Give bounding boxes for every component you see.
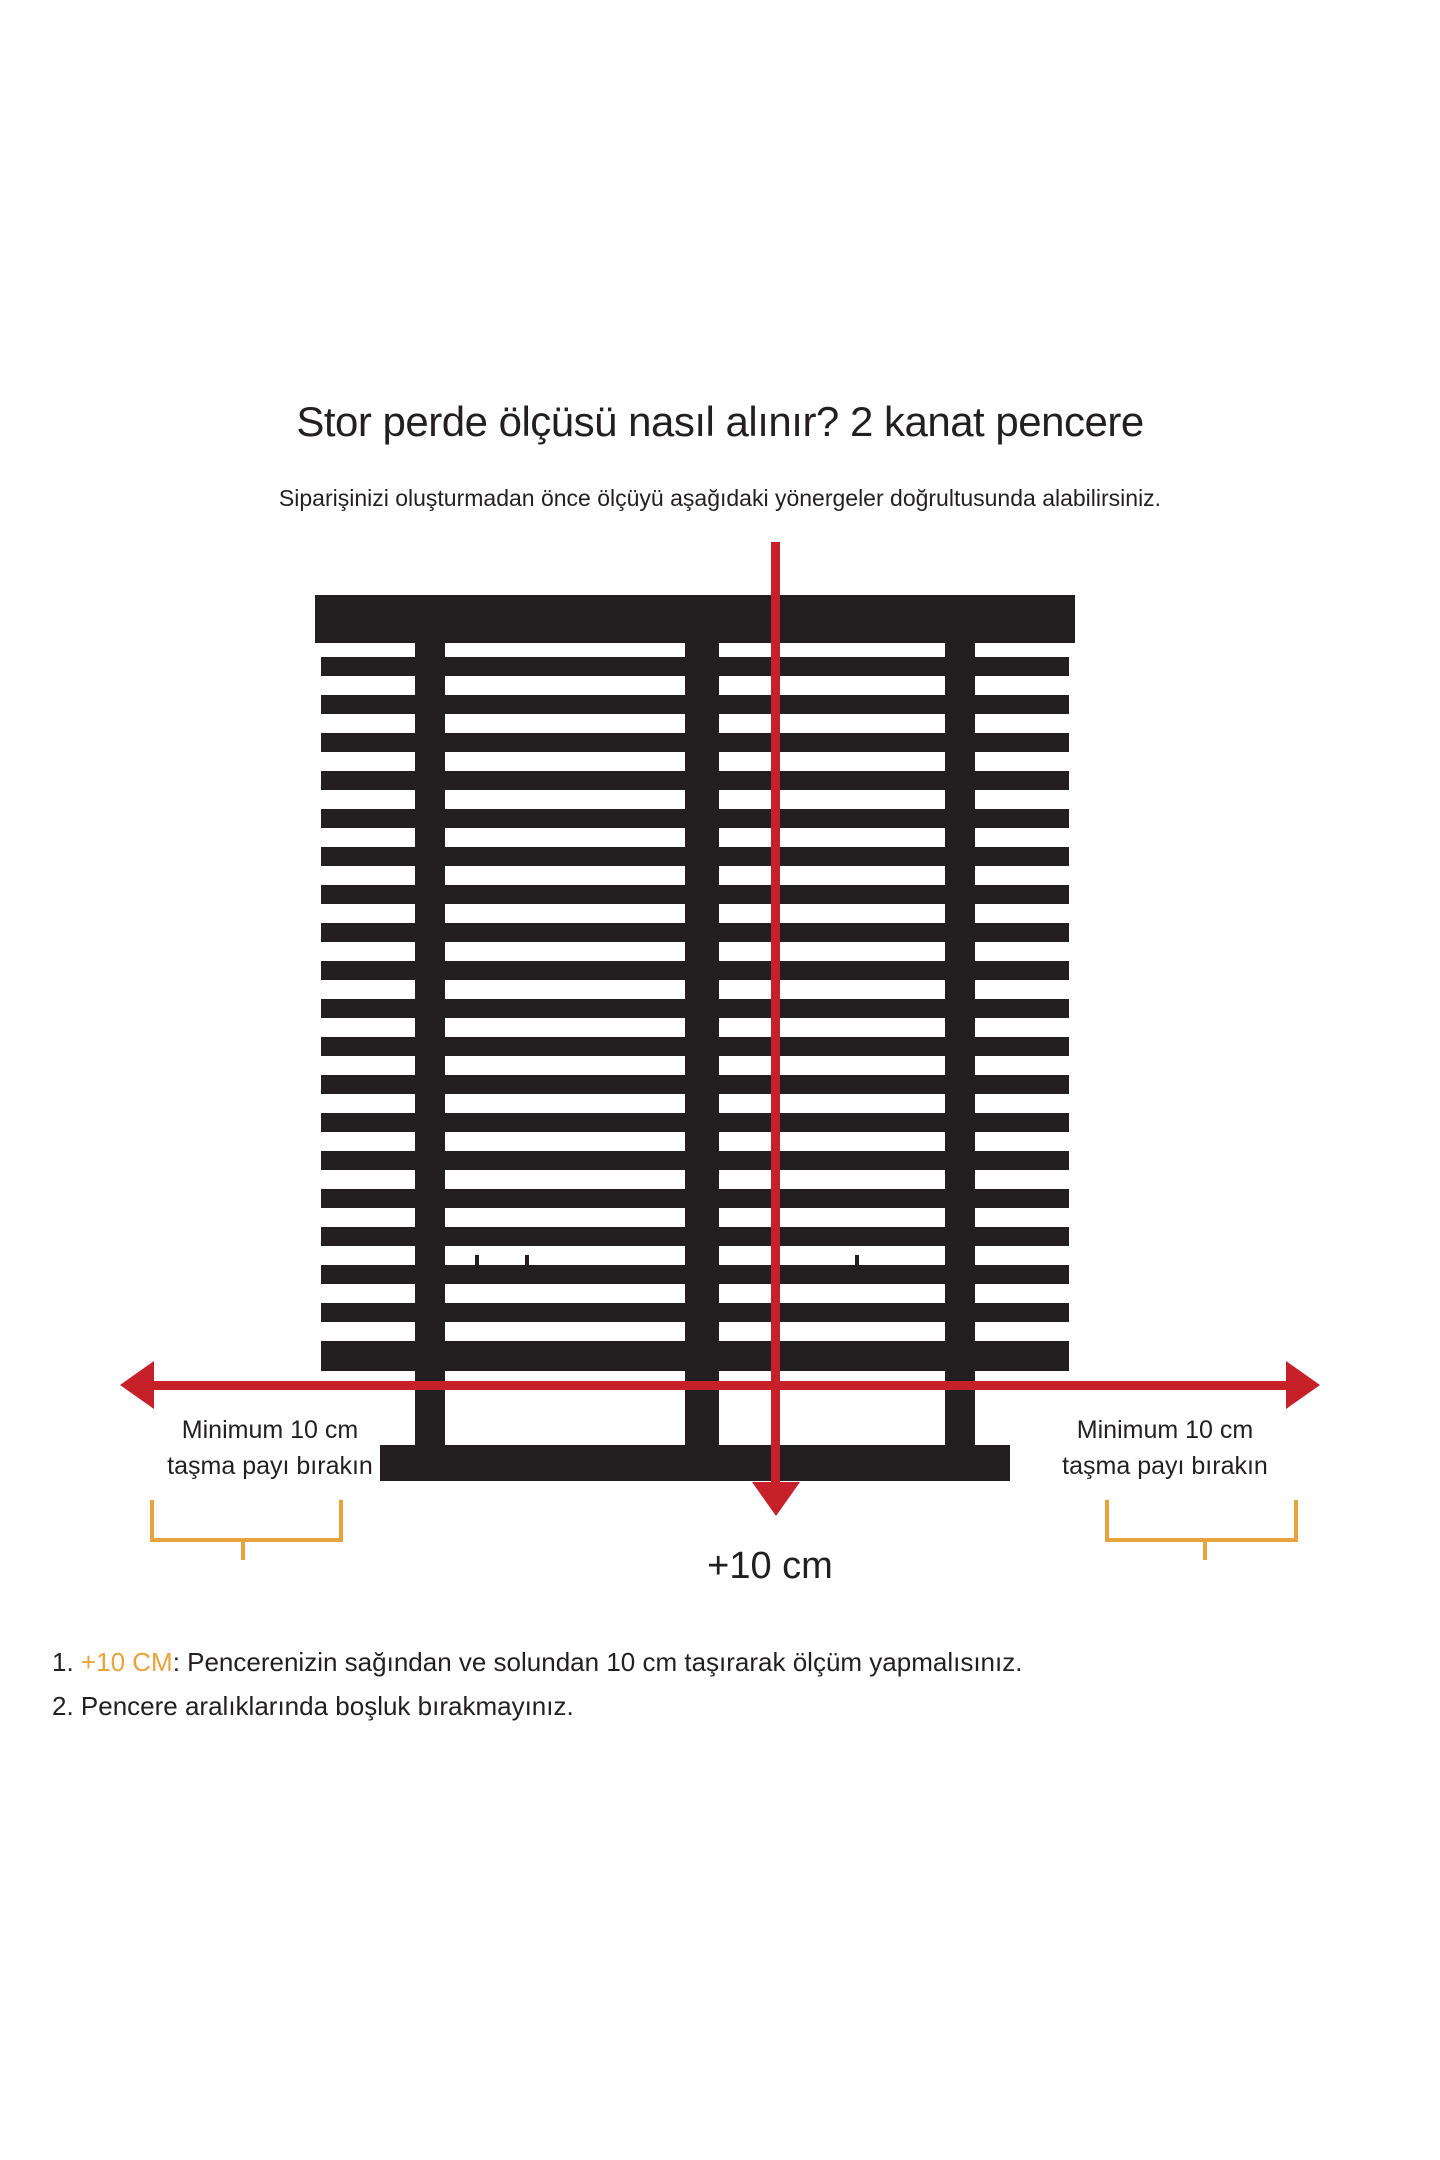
blind-cord [475,1255,479,1281]
blind-slat [321,961,1069,980]
blind-headrail [315,595,1075,643]
instruction-notes [52,1640,1402,1728]
left-overhang-label [130,1412,410,1484]
blind-slat [321,1037,1069,1056]
blind-slat [321,771,1069,790]
note-item-1 [52,1640,1402,1684]
blind-slat [321,1075,1069,1094]
blind-slat [321,885,1069,904]
left-overhang-label-line2: taşma payı bırakın [167,1452,373,1480]
blind-slat [321,923,1069,942]
left-overhang-bracket [150,1500,343,1542]
blind-slat [321,1113,1069,1132]
measurement-diagram [120,570,1320,1600]
blind-slat [321,1189,1069,1208]
width-arrow-right-head [1286,1361,1320,1409]
blind-slat [321,1227,1069,1246]
right-overhang-label-line2: taşma payı bırakın [1062,1452,1268,1480]
blind-slat [321,847,1069,866]
blind-slat [321,695,1069,714]
blind-slat [321,657,1069,676]
right-overhang-label [1015,1412,1315,1484]
note-1-text: : Pencerenizin sağından ve solundan 10 cm taşırarak ölçüm yapmalısınız. [172,1647,1023,1677]
bottom-overhang-label: +10 cm [707,1545,833,1587]
blind-slat [321,999,1069,1018]
window-sill [380,1445,1010,1481]
blind-cord [855,1255,859,1281]
blind-bottom-rail [321,1341,1069,1371]
blind-slat [321,1303,1069,1322]
blind-slat [321,1265,1069,1284]
note-1-number: 1. [52,1647,74,1677]
right-overhang-bracket-tick [1203,1538,1207,1560]
left-overhang-label-line1: Minimum 10 cm [181,1416,359,1444]
note-item-2: 2. Pencere aralıklarında boşluk bırakmayınız. [52,1691,574,1721]
blind-slat [321,733,1069,752]
blind-cord [525,1255,529,1281]
page-title: Stor perde ölçüsü nasıl alınır? 2 kanat pencere [296,398,1144,445]
drop-arrow-line [771,542,780,1487]
drop-arrow-head [752,1482,800,1516]
blind-slat [321,1151,1069,1170]
width-arrow-line [148,1381,1292,1390]
note-1-highlight: +10 CM [80,1647,173,1677]
right-overhang-bracket [1105,1500,1298,1542]
left-overhang-bracket-tick [241,1538,245,1560]
right-overhang-label-line1: Minimum 10 cm [1076,1416,1254,1444]
width-arrow-left-head [120,1361,154,1409]
page-subtitle: Siparişinizi oluşturmadan önce ölçüyü aşağıdaki yönergeler doğrultusunda alabilirsiniz. [278,485,1162,511]
blind-slat [321,809,1069,828]
roller-blind [315,595,1075,1415]
